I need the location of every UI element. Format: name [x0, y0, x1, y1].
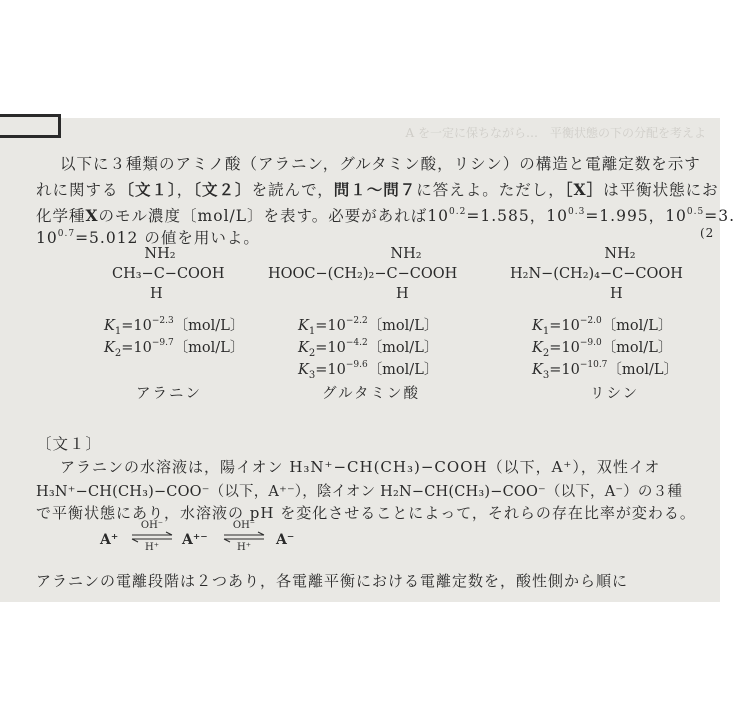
arrow-2-bottom-label: H⁺	[237, 542, 251, 553]
lysine-k2: $K_2=10^{-9.0}$〔mol/L〕	[532, 338, 673, 359]
glutamic-h: H	[396, 286, 409, 302]
equilibrium-arrow-1	[128, 520, 176, 554]
double-arrow-icon	[130, 532, 174, 542]
glutamic-name: グルタミン酸	[322, 386, 420, 402]
section-1-line-2: H₃N⁺−CH(CH₃)−COO⁻（以下，A⁺⁻），陰イオン H₂N−CH(CH₃)−COO⁻（以下，A⁻）の３種	[36, 484, 683, 500]
intro-line-3: 化学種Xのモル濃度〔mol/L〕を表す。必要があれば$10^{0.2}=1.585$，$10^{0.3}=1.995$，$10^{0.5}=3$.	[36, 206, 735, 225]
lysine-k1: $K_1=10^{-2.0}$〔mol/L〕	[532, 316, 673, 337]
alanine-h: H	[150, 286, 163, 302]
intro-line-1: 以下に３種類のアミノ酸（アラニン，グルタミン酸，リシン）の構造と電離定数を示す	[60, 155, 701, 173]
section-1-heading: 〔文１〕	[36, 435, 103, 453]
double-arrow-icon	[222, 532, 266, 542]
question-number-box	[0, 114, 61, 138]
intro-line-4: $10^{0.7}=5.012$ の値を用いよ。	[36, 229, 260, 247]
alanine-name: アラニン	[136, 386, 202, 402]
alanine-k1: $K_1=10^{-2.3}$〔mol/L〕	[104, 316, 245, 337]
intro-line-2: れに関する〔文１〕，〔文２〕を読んで，問１～問７に答えよ。ただし，［X］は平衡状態にお	[36, 180, 719, 199]
glutamic-nh2: NH₂	[390, 246, 422, 262]
lysine-formula: H₂N−(CH₂)₄−C−COOH	[510, 266, 683, 282]
arrow-1-bottom-label: H⁺	[145, 542, 159, 553]
section-1-line-4: アラニンの電離段階は２つあり，各電離平衡における電離定数を，酸性側から順に	[36, 572, 629, 590]
alanine-formula: CH₃−C−COOH	[112, 266, 225, 282]
section-1-line-3: で平衡状態にあり，水溶液の pH を変化させることによって，それらの存在比率が変わる。	[36, 504, 696, 522]
lysine-k3: $K_3=10^{-10.7}$〔mol/L〕	[532, 360, 679, 381]
arrow-1-top-label: OH⁻	[140, 520, 164, 531]
glutamic-k1: $K_1=10^{-2.2}$〔mol/L〕	[298, 316, 439, 337]
score-marker: (2	[700, 226, 715, 240]
arrow-2-top-label: OH⁻	[232, 520, 256, 531]
equilibrium-arrow-2	[220, 520, 268, 554]
alanine-nh2: NH₂	[144, 246, 176, 262]
lysine-nh2: NH₂	[604, 246, 636, 262]
lysine-h: H	[610, 286, 623, 302]
lysine-name: リシン	[590, 386, 640, 402]
glutamic-k2: $K_2=10^{-4.2}$〔mol/L〕	[298, 338, 439, 359]
species-a-zwitterion: A⁺⁻	[182, 532, 208, 548]
bleed-through-text: A を一定に保ちながら… 平衡状態の下の分配を考えよ	[405, 126, 706, 140]
glutamic-k3: $K_3=10^{-9.6}$〔mol/L〕	[298, 360, 439, 381]
alanine-k2: $K_2=10^{-9.7}$〔mol/L〕	[104, 338, 245, 359]
section-1-line-1: アラニンの水溶液は，陽イオン H₃N⁺−CH(CH₃)−COOH（以下，A⁺），双性イオ	[60, 458, 661, 476]
textbook-page	[0, 118, 735, 602]
glutamic-formula: HOOC−(CH₂)₂−C−COOH	[268, 266, 458, 282]
species-a-minus: A⁻	[276, 532, 295, 548]
species-a-plus: A⁺	[100, 532, 119, 548]
